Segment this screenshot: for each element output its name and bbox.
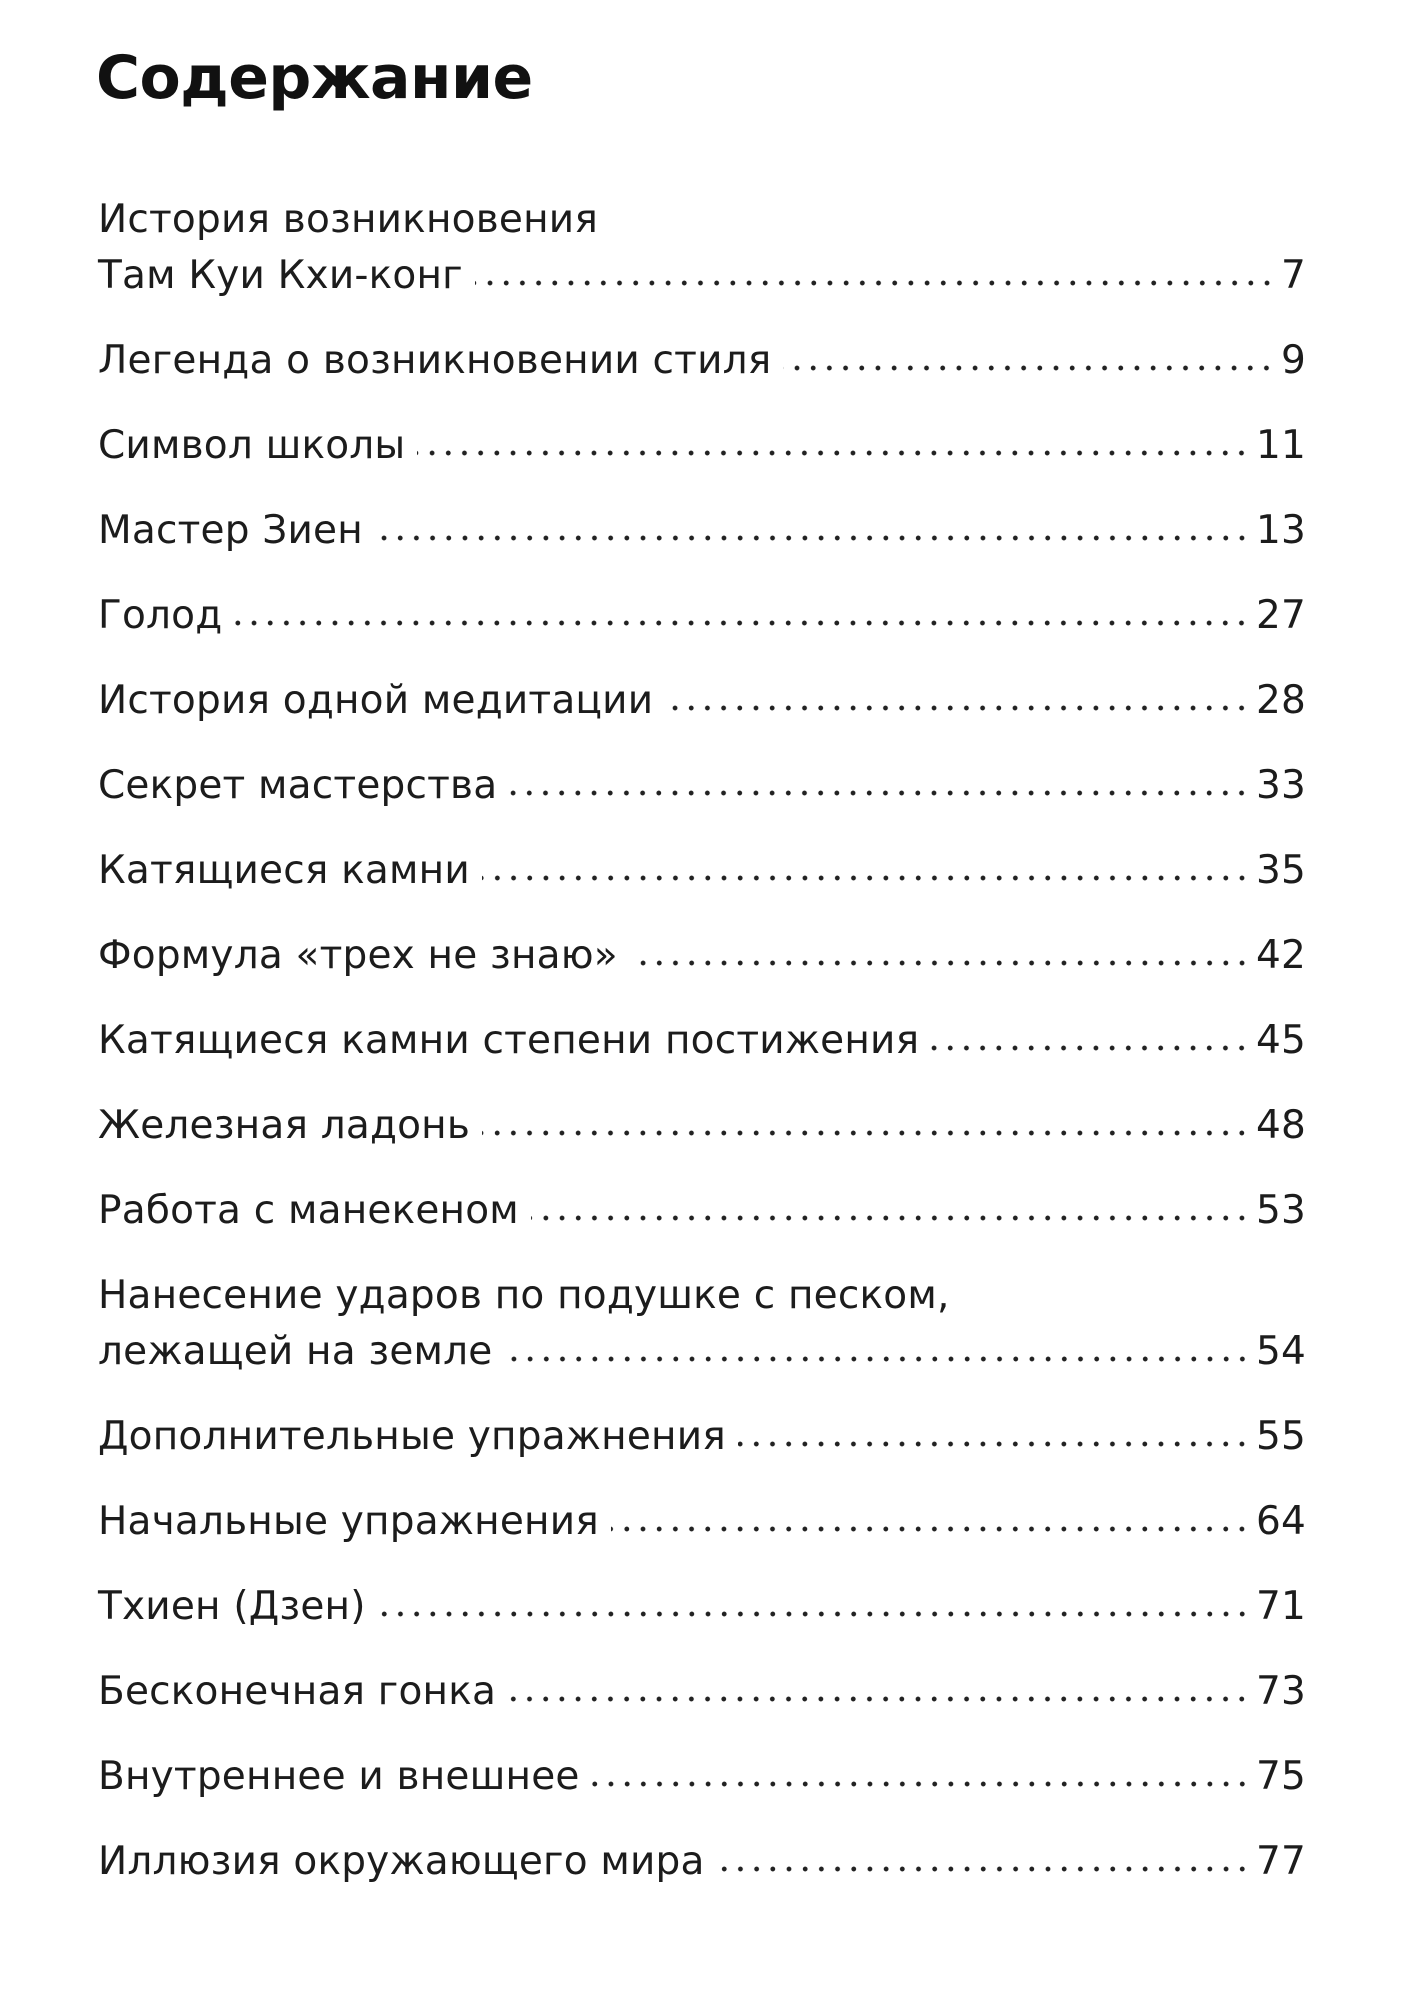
toc-page-number: 71	[1255, 1584, 1306, 1629]
toc-entry-title: лежащей на земле	[98, 1329, 493, 1374]
toc-entry-line	[98, 1324, 1306, 1380]
toc-entry	[98, 588, 1306, 644]
toc-entry-line	[98, 1749, 1306, 1805]
toc-page-number: 77	[1255, 1839, 1306, 1884]
dot-leader	[630, 958, 1250, 968]
toc-entry-title: Дополнительные упражнения	[98, 1414, 726, 1459]
toc-page-number: 53	[1255, 1188, 1306, 1233]
toc-entry-line	[98, 928, 1306, 984]
toc-entry	[98, 1268, 1306, 1380]
toc-page-number: 54	[1255, 1329, 1306, 1374]
toc-entry-title: Внутреннее и внешнее	[98, 1754, 580, 1799]
toc-entry-title: Символ школы	[98, 423, 406, 468]
dot-leader	[738, 1439, 1250, 1449]
toc-entry-line	[98, 503, 1306, 559]
toc-page-number: 64	[1255, 1499, 1306, 1544]
toc-entry	[98, 1664, 1306, 1720]
toc-entry-title-line: Нанесение ударов по подушке с песком,	[98, 1273, 950, 1318]
toc-page-number: 28	[1255, 678, 1306, 723]
toc-page-number: 48	[1255, 1103, 1306, 1148]
toc-page-number: 73	[1255, 1669, 1306, 1714]
toc-entry-title: Начальные упражнения	[98, 1499, 599, 1544]
dot-leader	[505, 1354, 1250, 1364]
toc-entry-line	[98, 333, 1306, 389]
toc-entry-line	[98, 843, 1306, 899]
toc-entry-title: Железная ладонь	[98, 1103, 471, 1148]
toc-entry-title: Иллюзия окружающего мира	[98, 1839, 705, 1884]
toc-page-number: 45	[1255, 1018, 1306, 1063]
toc-entry-title: Катящиеся камни	[98, 848, 470, 893]
toc-entry	[98, 758, 1306, 814]
toc-page-number: 35	[1255, 848, 1306, 893]
toc-entry-title: Мастер Зиен	[98, 508, 363, 553]
toc-entry-title: Катящиеся камни степени постижения	[98, 1018, 920, 1063]
toc-entry	[98, 333, 1306, 389]
toc-entry-title: Секрет мастерства	[98, 763, 498, 808]
toc-entry-line	[98, 1664, 1306, 1720]
toc-entry-line	[98, 418, 1306, 474]
dot-leader	[482, 873, 1250, 883]
toc-entry	[98, 1098, 1306, 1154]
toc-entry	[98, 1409, 1306, 1465]
dot-leader	[509, 788, 1250, 798]
toc-entry-line	[98, 588, 1306, 644]
dot-leader	[665, 703, 1250, 713]
toc-page-number: 13	[1255, 508, 1306, 553]
toc-entry	[98, 673, 1306, 729]
dot-leader	[531, 1213, 1250, 1223]
toc-entry-line	[98, 1579, 1306, 1635]
dot-leader	[417, 448, 1250, 458]
toc-entry	[98, 1494, 1306, 1550]
toc-entry-title: Легенда о возникновении стиля	[98, 338, 772, 383]
toc-entry-title: Бесконечная гонка	[98, 1669, 497, 1714]
toc-entry-line	[98, 1409, 1306, 1465]
dot-leader	[482, 1128, 1250, 1138]
dot-leader	[931, 1043, 1250, 1053]
toc-entry	[98, 843, 1306, 899]
table-of-contents	[98, 192, 1306, 1919]
dot-leader	[592, 1779, 1250, 1789]
toc-entry-line	[98, 673, 1306, 729]
dot-leader	[234, 618, 1250, 628]
toc-entry-line	[98, 1098, 1306, 1154]
page-title: Содержание	[96, 43, 533, 113]
toc-page-number: 11	[1255, 423, 1306, 468]
toc-entry	[98, 928, 1306, 984]
toc-entry-title: Тхиен (Дзен)	[98, 1584, 366, 1629]
dot-leader	[378, 1609, 1250, 1619]
toc-entry-line	[98, 1494, 1306, 1550]
toc-page-number: 9	[1280, 338, 1306, 383]
toc-entry-line	[98, 1834, 1306, 1890]
toc-entry-title: Работа с манекеном	[98, 1188, 519, 1233]
dot-leader	[783, 363, 1275, 373]
toc-entry	[98, 503, 1306, 559]
toc-page-number: 55	[1255, 1414, 1306, 1459]
toc-entry	[98, 1013, 1306, 1069]
toc-entry-title: История одной медитации	[98, 678, 654, 723]
toc-entry	[98, 1579, 1306, 1635]
toc-entry-line	[98, 758, 1306, 814]
dot-leader	[508, 1694, 1250, 1704]
toc-entry	[98, 1183, 1306, 1239]
dot-leader	[611, 1524, 1250, 1534]
toc-page-number: 33	[1255, 763, 1306, 808]
toc-page-number: 7	[1280, 253, 1306, 298]
toc-entry-line	[98, 1183, 1306, 1239]
toc-page-number: 75	[1255, 1754, 1306, 1799]
toc-entry-line	[98, 1013, 1306, 1069]
toc-entry-title: Голод	[98, 593, 223, 638]
dot-leader	[717, 1864, 1250, 1874]
toc-page-number: 42	[1255, 933, 1306, 978]
toc-entry	[98, 1749, 1306, 1805]
dot-leader	[475, 278, 1275, 288]
toc-entry	[98, 1834, 1306, 1890]
toc-entry-line	[98, 248, 1306, 304]
dot-leader	[375, 533, 1250, 543]
toc-page-number: 27	[1255, 593, 1306, 638]
toc-entry-title: Формула «трех не знаю»	[98, 933, 618, 978]
toc-entry	[98, 192, 1306, 304]
toc-entry-title-line: История возникновения	[98, 197, 598, 242]
toc-entry	[98, 418, 1306, 474]
toc-entry-title: Там Куи Кхи-конг	[98, 253, 463, 298]
